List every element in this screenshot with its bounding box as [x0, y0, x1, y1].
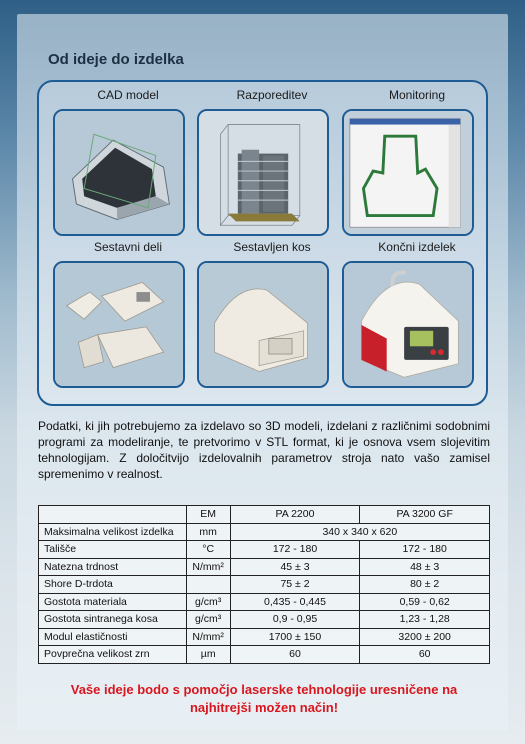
- gallery-item-arrangement: [197, 88, 347, 238]
- gallery-item-component-parts: [53, 240, 203, 390]
- table-row: [39, 523, 490, 541]
- pa2200-value: 45 ± 3: [230, 558, 360, 576]
- footer-slogan: [38, 681, 490, 717]
- cad-model-image: [53, 109, 185, 236]
- assembled-part-image: [197, 261, 329, 388]
- property-unit: g/cm³: [186, 611, 230, 629]
- material-specs-table: [38, 505, 490, 664]
- property-unit: g/cm³: [186, 593, 230, 611]
- gallery-label: Razporeditev: [236, 88, 308, 102]
- property-name: Gostota sintranega kosa: [39, 611, 187, 629]
- table-row: [39, 576, 490, 594]
- pa2200-value: 0,9 - 0,95: [230, 611, 360, 629]
- property-unit: °C: [186, 541, 230, 559]
- gallery-item-assembled-part: [197, 240, 347, 390]
- build-arrangement-image: [197, 109, 329, 236]
- pa2200-value: 172 - 180: [230, 541, 360, 559]
- pa3200-value: 1,23 - 1,28: [360, 611, 490, 629]
- table-header-cell: PA 3200 GF: [360, 506, 490, 524]
- property-unit: mm: [186, 523, 230, 541]
- gallery-label: Sestavljen kos: [233, 240, 311, 254]
- table-row: [39, 593, 490, 611]
- pa2200-value: 1700 ± 150: [230, 628, 360, 646]
- final-product-image: [342, 261, 474, 388]
- table-row: [39, 541, 490, 559]
- property-unit: N/mm²: [186, 628, 230, 646]
- property-value-shared: 340 x 340 x 620: [230, 523, 489, 541]
- property-name: Modul elastičnosti: [39, 628, 187, 646]
- pa3200-value: 0,59 - 0,62: [360, 593, 490, 611]
- table-row: [39, 646, 490, 664]
- pa2200-value: 75 ± 2: [230, 576, 360, 594]
- property-name: Natezna trdnost: [39, 558, 187, 576]
- property-name: Gostota materiala: [39, 593, 187, 611]
- table-row: [39, 611, 490, 629]
- gallery-item-monitoring: [342, 88, 492, 238]
- property-name: Povprečna velikost zrn: [39, 646, 187, 664]
- property-unit: [186, 576, 230, 594]
- footer-line: najhitrejši možen način!: [189, 700, 339, 715]
- gallery-item-cad-model: [53, 88, 203, 238]
- gallery-label: Končni izdelek: [378, 240, 456, 254]
- footer-line: Vaše ideje bodo s pomočjo laserske tehnologije uresničene na: [70, 682, 458, 697]
- pa2200-value: 0,435 - 0,445: [230, 593, 360, 611]
- pa3200-value: 3200 ± 200: [360, 628, 490, 646]
- gallery-label: Monitoring: [388, 88, 446, 102]
- table-header-row: [39, 506, 490, 524]
- table-header-cell: [39, 506, 187, 524]
- page-title: Od ideje do izdelka: [48, 51, 184, 68]
- pa3200-value: 80 ± 2: [360, 576, 490, 594]
- pa3200-value: 60: [360, 646, 490, 664]
- gallery-label: Sestavni deli: [93, 240, 163, 254]
- table-row: [39, 628, 490, 646]
- table-row: [39, 558, 490, 576]
- pa3200-value: 48 ± 3: [360, 558, 490, 576]
- property-name: Maksimalna velikost izdelka: [39, 523, 187, 541]
- table-header-cell: EM: [186, 506, 230, 524]
- property-name: Shore D-trdota: [39, 576, 187, 594]
- process-gallery: [37, 80, 488, 406]
- table-header-cell: PA 2200: [230, 506, 360, 524]
- intro-paragraph: Podatki, ki jih potrebujemo za izdelavo so 3D modeli, izdelani z različnimi sodobnimi programi za modeliranje, te pretvorimo v STL format, ki je osnova vsem slojevitim tehnologijam. Z določitvijo izdelovalnih parametrov stroja nato vašo zamisel spremenimo v realnost.: [38, 419, 490, 481]
- monitoring-screen-image: [342, 109, 474, 236]
- property-unit: N/mm²: [186, 558, 230, 576]
- pa2200-value: 60: [230, 646, 360, 664]
- property-unit: µm: [186, 646, 230, 664]
- gallery-item-final-product: [342, 240, 492, 390]
- component-parts-image: [53, 261, 185, 388]
- gallery-label: CAD model: [97, 88, 159, 102]
- pa3200-value: 172 - 180: [360, 541, 490, 559]
- property-name: Tališče: [39, 541, 187, 559]
